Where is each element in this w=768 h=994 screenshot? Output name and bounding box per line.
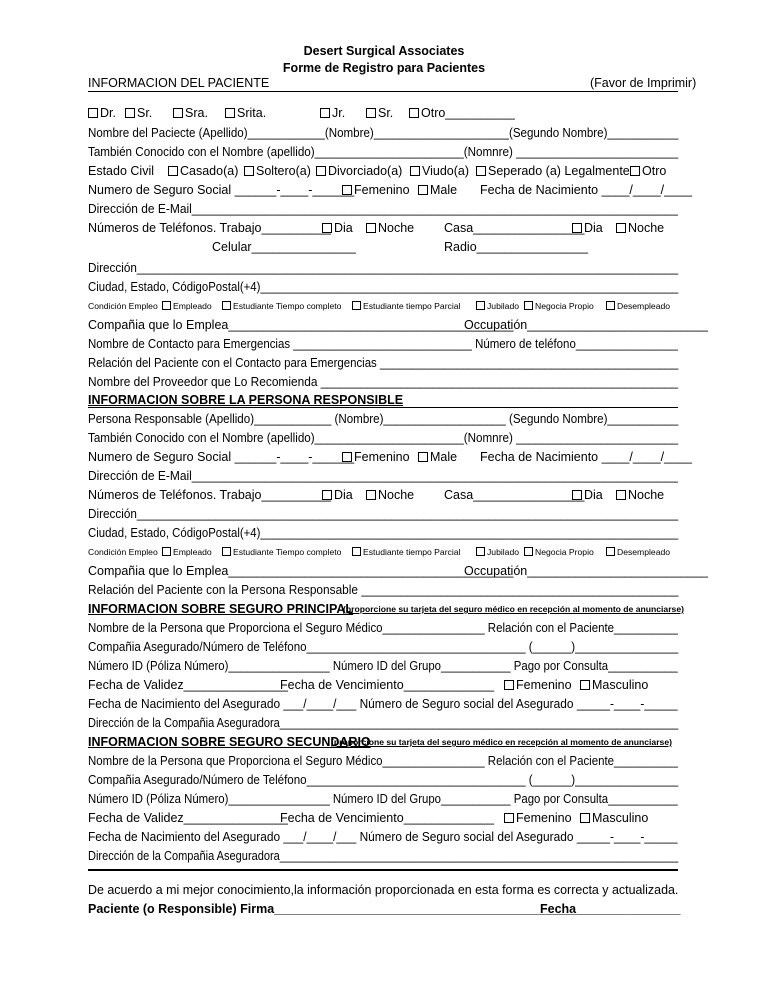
secondary-insurance-note: (proporcione su tarjeta del seguro médico en recepción al momento de anunciarse) [331, 737, 672, 747]
title-jr-checkbox[interactable] [320, 108, 330, 118]
responsible-relation-field[interactable]: Relación del Paciente con la Persona Responsable ________________________________________________ [88, 583, 679, 597]
primary-company-phone-field[interactable]: Compañia Asegurado/Número de Teléfono__________________________________ (______)________________ [88, 640, 679, 654]
secondary-company-phone-field[interactable]: Compañia Asegurado/Número de Teléfono__________________________________ (______)________________ [88, 773, 679, 787]
responsible-home-day-checkbox[interactable] [572, 490, 582, 500]
responsible-employer-field[interactable]: Compañia que lo Emplea_________________________________________ [88, 564, 514, 578]
responsible-ssn-field[interactable]: Numero de Seguro Social ______-____-______ [88, 450, 355, 464]
responsible-home-night-checkbox[interactable] [616, 490, 626, 500]
signature-field[interactable]: Paciente (o Responsible) Firma____________________________________________ [88, 902, 581, 916]
title-sr2-checkbox[interactable] [366, 108, 376, 118]
patient-work-night-checkbox[interactable] [366, 223, 376, 233]
civil-divorced-checkbox[interactable] [316, 166, 326, 176]
primary-expiration-field[interactable]: Fecha de Vencimiento_____________ [280, 678, 495, 692]
primary-male-checkbox[interactable] [580, 680, 590, 690]
patient-cell-row [88, 238, 678, 257]
form-org-name: Desert Surgical Associates [303, 44, 465, 58]
patient-parttime-student-checkbox[interactable] [352, 301, 361, 310]
secondary-policy-field[interactable]: Número ID (Póliza Número)________________ Número ID del Grupo___________ Pago por Consulta___________ [88, 792, 678, 806]
responsible-work-day-checkbox[interactable] [322, 490, 332, 500]
patient-home-phone-field[interactable]: Casa________________ [444, 221, 585, 235]
primary-insurance-note: (proporcione su tarjeta del seguro médico en recepción al momento de anunciarse) [343, 604, 684, 614]
referrer-field[interactable]: Nombre del Proveedor que Lo Recomienda ______________________________________________________ [88, 375, 678, 389]
secondary-male-checkbox[interactable] [580, 813, 590, 823]
emergency-contact-field[interactable]: Nombre de Contacto para Emergencias ____________________________ Número de teléfono________________ [88, 337, 678, 351]
patient-occupation-field[interactable]: Occupatión__________________________ [464, 318, 708, 332]
header-divider [88, 91, 678, 92]
secondary-provider-field[interactable]: Nombre de la Persona que Proporciona el Seguro Médico________________ Relación con el Paciente__________ [88, 754, 678, 768]
patient-selfemployed-checkbox[interactable] [524, 301, 533, 310]
patient-employed-checkbox[interactable] [162, 301, 171, 310]
primary-validity-field[interactable]: Fecha de Validez_______________ [88, 678, 288, 692]
patient-work-day-checkbox[interactable] [322, 223, 332, 233]
responsible-retired-checkbox[interactable] [476, 547, 485, 556]
responsible-male-checkbox[interactable] [418, 452, 428, 462]
patient-phone-row: Números de Teléfonos. Trabajo__________ Dia Noche Casa________________ Dia Noche [88, 219, 678, 238]
responsible-occupation-field[interactable]: Occupatión__________________________ [464, 564, 708, 578]
primary-insured-field[interactable]: Fecha de Nacimiento del Asegurado ___/____/___ Número de Seguro social del Asegurado _____-____-_____ [88, 697, 678, 711]
responsible-home-phone-field[interactable]: Casa________________ [444, 488, 585, 502]
civil-status-row: Estado Civil Casado(a) Soltero(a) Divorciado(a) Viudo(a) Seperado (a) Legalmente Otro [88, 164, 667, 178]
responsible-ssn-row: Numero de Seguro Social ______-____-______ Femenino Male Fecha de Nacimiento ____/____/____ [88, 448, 678, 467]
secondary-expiration-field[interactable]: Fecha de Vencimiento_____________ [280, 811, 495, 825]
patient-employer-row [88, 316, 708, 335]
responsible-selfemployed-checkbox[interactable] [524, 547, 533, 556]
civil-single-checkbox[interactable] [244, 166, 254, 176]
patient-dob-field[interactable]: Fecha de Nacimiento ____/____/____ [480, 183, 692, 197]
certification-statement: De acuerdo a mi mejor conocimiento,la información proporcionada en esta forma es correcta y actualizada. [88, 883, 679, 897]
form-title: Forme de Registro para Pacientes [282, 61, 486, 75]
responsible-unemployed-checkbox[interactable] [606, 547, 615, 556]
patient-home-night-checkbox[interactable] [616, 223, 626, 233]
patient-retired-checkbox[interactable] [476, 301, 485, 310]
responsible-fulltime-student-checkbox[interactable] [222, 547, 231, 556]
patient-city-field[interactable]: Ciudad, Estado, CódigoPostal(+4)__________________________________________________________________ [88, 280, 679, 294]
responsible-divider [88, 407, 678, 408]
signature-row [88, 900, 681, 919]
patient-ssn-field[interactable]: Numero de Seguro Social ______-____-______ [88, 183, 355, 197]
primary-insurance-header: INFORMACION SOBRE SEGURO PRINCIPAL [88, 602, 354, 616]
title-srita-checkbox[interactable] [225, 108, 235, 118]
patient-employment-row: Condición Empleo Empleado Estudiante Tiempo completo Estudiante tiempo Parcial Jubilado Negocia Propio Desempleado [88, 301, 671, 311]
responsible-email-field[interactable]: Dirección de E-Mail_________________________________________________________________________ [88, 469, 678, 483]
primary-female-checkbox[interactable] [504, 680, 514, 690]
title-sr-checkbox[interactable] [125, 108, 135, 118]
civil-separated-checkbox[interactable] [476, 166, 486, 176]
secondary-validity-field[interactable]: Fecha de Validez_______________ [88, 811, 288, 825]
secondary-insurance-header-row [88, 733, 678, 752]
responsible-aka-field[interactable]: También Conocido con el Nombre (apellido)_______________________(Nomnre) _________________________ [88, 431, 679, 445]
responsible-parttime-student-checkbox[interactable] [352, 547, 361, 556]
secondary-insurance-header: INFORMACION SOBRE SEGURO SECUNDARIO [88, 735, 371, 749]
patient-section-header: INFORMACION DEL PACIENTE [88, 76, 270, 90]
responsible-phone-row: Números de Teléfonos. Trabajo__________ Dia Noche Casa________________ Dia Noche [88, 486, 678, 505]
secondary-address-field[interactable]: Dirección de la Compañia Aseguradora_________________________________________________________________ [88, 849, 679, 863]
primary-address-field[interactable]: Dirección de la Compañia Aseguradora_________________________________________________________________ [88, 716, 679, 730]
patient-employer-field[interactable]: Compañia que lo Emplea_________________________________________ [88, 318, 514, 332]
secondary-female-checkbox[interactable] [504, 813, 514, 823]
title-other-checkbox[interactable] [409, 108, 419, 118]
primary-dates-row: Fecha de Validez_______________ Fecha de Vencimiento_____________ Femenino Masculino [88, 676, 678, 695]
title-options-row: Dr. Sr. Sra. Srita. Jr. Sr. Otro__________ [88, 104, 678, 123]
civil-married-checkbox[interactable] [168, 166, 178, 176]
responsible-work-phone-field[interactable]: Números de Teléfonos. Trabajo__________ [88, 488, 331, 502]
responsible-section-header: INFORMACION SOBRE LA PERSONA RESPONSIBLE [88, 393, 404, 407]
patient-name-field[interactable]: Nombre del Paciecte (Apellido)____________(Nombre)_____________________(Segundo Nombre)___________ [88, 126, 679, 140]
patient-email-field[interactable]: Dirección de E-Mail_________________________________________________________________________ [88, 202, 678, 216]
print-note: (Favor de Imprimir) [590, 76, 697, 90]
responsible-address-field[interactable]: Dirección___________________________________________________________________________________ [88, 507, 679, 521]
secondary-insured-field[interactable]: Fecha de Nacimiento del Asegurado ___/____/___ Número de Seguro social del Asegurado _____-____-_____ [88, 830, 678, 844]
responsible-employment-row: Condición Empleo Empleado Estudiante Tiempo completo Estudiante tiempo Parcial Jubilado Negocia Propio Desempleado [88, 547, 671, 557]
patient-ssn-row: Numero de Seguro Social ______-____-______ Femenino Male Fecha de Nacimiento ____/____/____ [88, 181, 678, 200]
patient-unemployed-checkbox[interactable] [606, 301, 615, 310]
patient-work-phone-field[interactable]: Números de Teléfonos. Trabajo__________ [88, 221, 331, 235]
patient-address-field[interactable]: Dirección___________________________________________________________________________________ [88, 261, 679, 275]
responsible-work-night-checkbox[interactable] [366, 490, 376, 500]
responsible-name-field[interactable]: Persona Responsable (Apellido)____________ (Nombre)___________________ (Segundo Nombre)___________ [88, 412, 679, 426]
responsible-female-checkbox[interactable] [342, 452, 352, 462]
patient-radio-field[interactable]: Radio________________ [444, 240, 588, 254]
patient-female-checkbox[interactable] [342, 185, 352, 195]
title-sra-checkbox[interactable] [173, 108, 183, 118]
primary-insurance-header-row [88, 600, 684, 619]
patient-cell-field[interactable]: Celular_______________ [212, 240, 356, 254]
responsible-employer-row [88, 562, 708, 581]
secondary-dates-row: Fecha de Validez_______________ Fecha de Vencimiento_____________ Femenino Masculino [88, 809, 678, 828]
patient-fulltime-student-checkbox[interactable] [222, 301, 231, 310]
footer-divider [88, 869, 678, 871]
responsible-dob-field[interactable]: Fecha de Nacimiento ____/____/____ [480, 450, 692, 464]
primary-provider-field[interactable]: Nombre de la Persona que Proporciona el Seguro Médico________________ Relación con el Paciente__________ [88, 621, 678, 635]
civil-widowed-checkbox[interactable] [410, 166, 420, 176]
signature-date-field[interactable]: Fecha_______________ [540, 902, 681, 916]
patient-male-checkbox[interactable] [418, 185, 428, 195]
patient-aka-field[interactable]: También Conocido con el Nombre (apellido)_______________________(Nomnre) _________________________ [88, 145, 679, 159]
responsible-employed-checkbox[interactable] [162, 547, 171, 556]
emergency-relation-field[interactable]: Relación del Paciente con el Contacto para Emergencias _______________________________________________ [88, 356, 679, 370]
responsible-city-field[interactable]: Ciudad, Estado, CódigoPostal(+4)__________________________________________________________________ [88, 526, 679, 540]
civil-other-checkbox[interactable] [630, 166, 640, 176]
title-dr-checkbox[interactable] [88, 108, 98, 118]
patient-home-day-checkbox[interactable] [572, 223, 582, 233]
primary-policy-field[interactable]: Número ID (Póliza Número)________________ Número ID del Grupo___________ Pago por Consulta___________ [88, 659, 678, 673]
